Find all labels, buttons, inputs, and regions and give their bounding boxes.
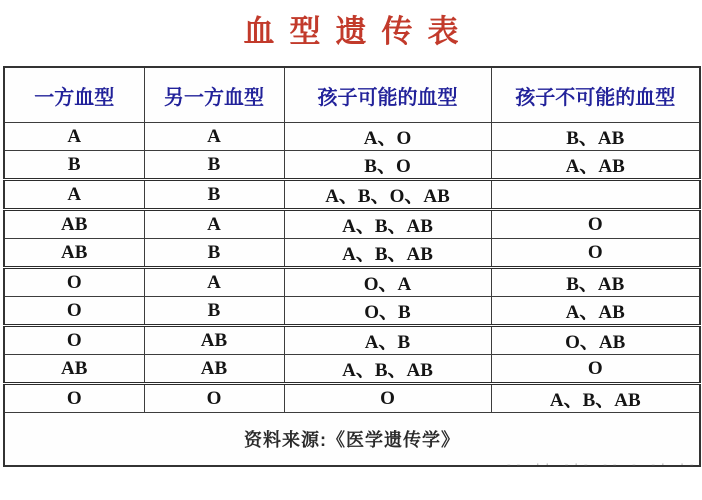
table-cell: O <box>491 355 700 384</box>
table-row <box>4 297 700 326</box>
table-cell: A、B、AB <box>284 210 491 239</box>
table-body <box>4 123 700 413</box>
table-cell: A、B、AB <box>491 384 700 413</box>
table-cell: O <box>4 384 144 413</box>
table-header-row <box>4 67 700 123</box>
table-cell: B <box>4 151 144 180</box>
table-cell: A <box>144 268 284 297</box>
table-cell: B、AB <box>491 123 700 151</box>
table-cell: A、B <box>284 326 491 355</box>
blood-type-inheritance-table <box>3 66 701 467</box>
table-cell: B <box>144 239 284 268</box>
table-row <box>4 210 700 239</box>
table-cell: AB <box>4 210 144 239</box>
table-row <box>4 355 700 384</box>
table-cell: A、O <box>284 123 491 151</box>
table-cell: O、A <box>284 268 491 297</box>
table-row <box>4 123 700 151</box>
table-cell: A、B、O、AB <box>284 180 491 210</box>
table-cell: A <box>4 180 144 210</box>
table-cell: AB <box>144 326 284 355</box>
table-row <box>4 384 700 413</box>
table-cell: AB <box>4 355 144 384</box>
column-header-possible: 孩子可能的血型 <box>284 67 491 123</box>
table-cell: O <box>4 268 144 297</box>
table-cell: AB <box>4 239 144 268</box>
column-header-parent1: 一方血型 <box>4 67 144 123</box>
table-row <box>4 239 700 268</box>
table-cell: O <box>491 239 700 268</box>
table-cell: O、AB <box>491 326 700 355</box>
table-cell: O <box>4 326 144 355</box>
page-title: 血型遗传表 <box>243 14 474 49</box>
table-cell: O <box>144 384 284 413</box>
table-cell: A、B、AB <box>284 239 491 268</box>
table-cell: A <box>4 123 144 151</box>
table-cell: O <box>4 297 144 326</box>
table-row <box>4 151 700 180</box>
table-cell: AB <box>144 355 284 384</box>
column-header-impossible: 孩子不可能的血型 <box>491 67 700 123</box>
table-row <box>4 180 700 210</box>
table-cell: O <box>284 384 491 413</box>
table-cell: A、B、AB <box>284 355 491 384</box>
table-cell: O <box>491 210 700 239</box>
table-cell: O、B <box>284 297 491 326</box>
table-cell: A <box>144 210 284 239</box>
table-cell: B <box>144 180 284 210</box>
source-note: 资料来源:《医学遗传学》 <box>4 413 700 467</box>
table-cell: B <box>144 297 284 326</box>
table-cell: B <box>144 151 284 180</box>
column-header-parent2: 另一方血型 <box>144 67 284 123</box>
table-row <box>4 268 700 297</box>
table-cell: A、AB <box>491 151 700 180</box>
watermark-text: -- ·· -·- -- - -· ·- <box>505 458 698 471</box>
table-cell: A、AB <box>491 297 700 326</box>
table-cell: B、O <box>284 151 491 180</box>
table-row <box>4 326 700 355</box>
table-cell: A <box>144 123 284 151</box>
table-cell <box>491 180 700 210</box>
table-cell: B、AB <box>491 268 700 297</box>
